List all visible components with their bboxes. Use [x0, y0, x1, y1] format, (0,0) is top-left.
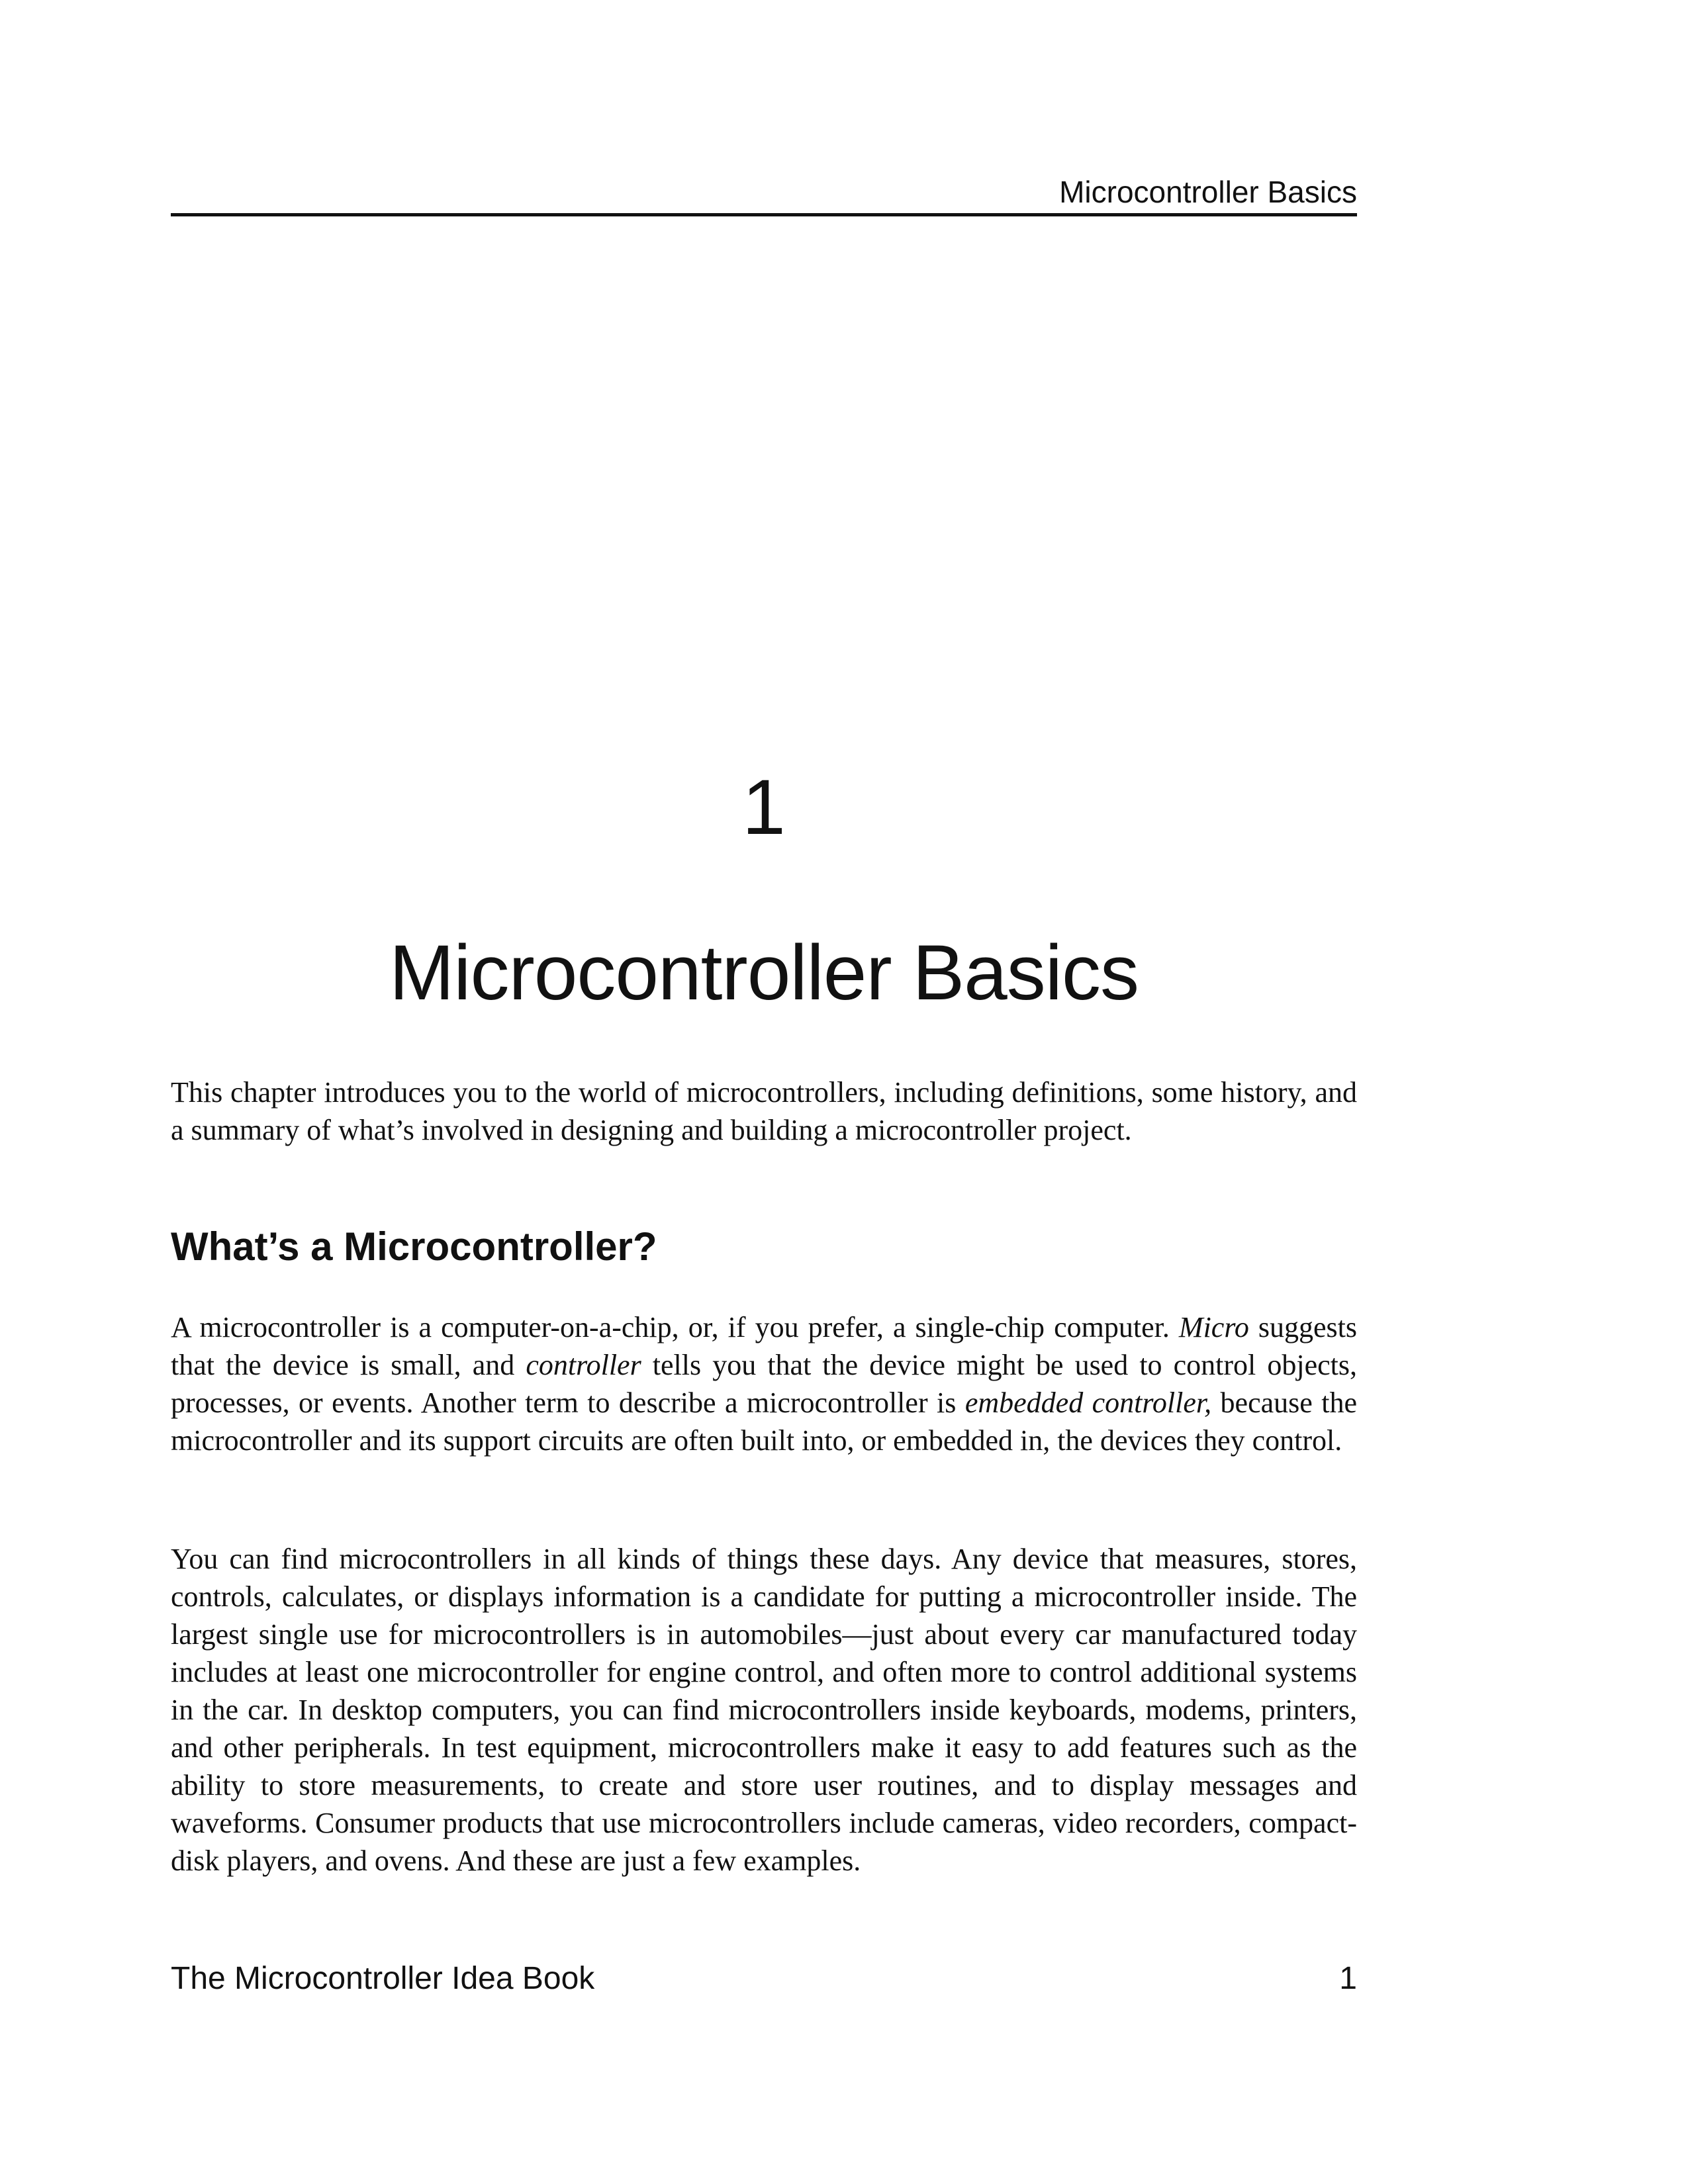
section-heading: What’s a Microcontroller?	[171, 1224, 657, 1269]
definition-text-4: because the microcontroller and its support circuits are often built into, or embedded in, the devices they control.	[171, 1387, 1357, 1457]
term-micro: Micro	[1178, 1311, 1249, 1343]
definition-text-1: A microcontroller is a computer-on-a-chip, or, if you prefer, a single-chip computer.	[171, 1311, 1179, 1343]
footer-book-title: The Microcontroller Idea Book	[171, 1961, 595, 1996]
chapter-number: 1	[742, 764, 786, 851]
header-rule	[171, 213, 1357, 216]
page-number: 1	[1339, 1961, 1357, 1996]
running-head: Microcontroller Basics	[1059, 175, 1357, 209]
definition-text-2: suggests that the device is small, and	[171, 1311, 1358, 1381]
examples-paragraph: You can find microcontrollers in all kinds of things these days. Any device that measures, stores, controls, calculates, or displays information is a candidate for putting a microcontroller inside. The largest single use for microcontrollers is in automobiles—just about every car manufactured today includes at least one microcontroller for engine control, and often more to control additional systems in the car. In desktop computers, you can find microcontrollers inside keyboards, modems, printers, and other peripherals. In test equipment, microcontrollers make it easy to add features such as the ability to store measurements, to create and store user routines, and to display messages and waveforms. Consumer products that use microcontrollers include cameras, video recorders, compact-disk players, and ovens. And these are just a few examples.	[171, 1543, 1357, 1877]
term-controller: controller	[526, 1349, 641, 1381]
intro-paragraph: This chapter introduces you to the world of microcontrollers, including definitions, some history, and a summary of what’s involved in designing and building a microcontroller project.	[171, 1076, 1357, 1146]
definition-text-3: tells you that the device might be used to control objects, processes, or events. Another term to describe a microcontroller is	[171, 1349, 1357, 1419]
chapter-title: Microcontroller Basics	[389, 929, 1139, 1017]
term-embedded-controller: embedded controller,	[964, 1387, 1212, 1419]
definition-paragraph	[171, 1308, 1357, 1459]
